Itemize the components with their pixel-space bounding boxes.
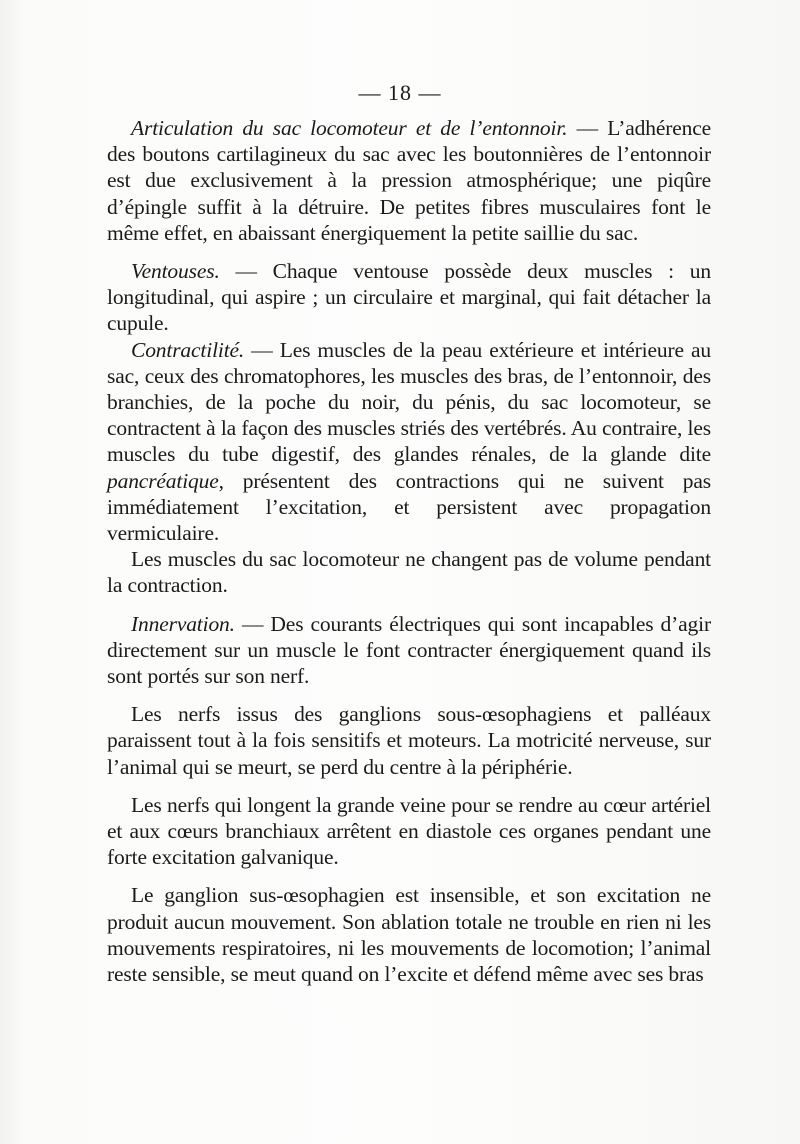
paragraph-sac-locomoteur — [107, 546, 711, 598]
section-heading-contractilite: Contractilité. — [131, 337, 245, 362]
section-heading-articulation: Articulation du sac locomoteur et de l’entonnoir. — [131, 116, 568, 140]
italic-term: pancréatique — [107, 468, 219, 493]
paragraph-text: — Des courants électriques qui sont incapables d’agir directement sur un muscle le font contracter énergiquement quand ils sont portés sur son nerf. — [107, 611, 711, 689]
paragraph-innervation — [107, 611, 711, 690]
paragraph-text: Les muscles du sac locomoteur ne changent pas de volume pendant la contraction. — [107, 547, 711, 598]
paragraph-text: — Chaque ventouse possède deux muscles : un longitudinal, qui aspire ; un circulaire et marginal, qui fait détacher la cupule. — [107, 259, 711, 336]
paragraph-text: Les nerfs qui longent la grande veine pour se rendre au cœur artériel et aux cœurs branchiaux arrêtent en diastole ces organes pendant une forte excitation galvanique. — [107, 792, 711, 870]
paragraph-ventouses — [107, 258, 711, 337]
section-heading-innervation: Innervation. — [131, 611, 235, 636]
paragraph-text: — Les muscles de la peau extérieure et intérieure au sac, ceux des chromatophores, les muscles des bras, de l’entonnoir, des branchies, de la poche du noir, du pénis, du sac locomoteur, se contractent à la façon des muscles striés des vertébrés. Au contraire, les muscles du tube digestif, des glandes rénales, de la glande dite — [107, 337, 711, 467]
paragraph-articulation — [107, 115, 711, 246]
paragraph-nerfs-ganglions — [107, 701, 711, 780]
paragraph-contractilite — [107, 337, 711, 547]
page-body — [107, 115, 711, 987]
paragraph-text: Le ganglion sus-œsophagien est insensible, et son excitation ne produit aucun mouvement. Son ablation totale ne trouble en rien ni les mouvements respiratoires, ni les mouvements de locomotion; l’animal reste sensible, se meut quand on l’excite et défend même avec ses bras — [107, 883, 711, 987]
paragraph-nerfs-veine — [107, 792, 711, 871]
paragraph-text: Les nerfs issus des ganglions sous-œsophagiens et palléaux paraissent tout à la fois sensitifs et moteurs. La motricité nerveuse, sur l’animal qui se meurt, se perd du centre à la périphérie. — [107, 702, 711, 779]
paragraph-text: , présentent des contractions qui ne suivent pas immédiatement l’excitation, et persistent avec propagation vermiculaire. — [107, 468, 711, 546]
page-number: — 18 — — [358, 80, 442, 105]
section-heading-ventouses: Ventouses. — [131, 259, 220, 284]
paragraph-ganglion-sus-oesophagien — [107, 882, 711, 987]
paragraph-text: — L’adhérence des boutons cartilagineux du sac avec les boutonnières de l’entonnoir est due exclusivement à la pression atmosphérique; une piqûre d’épingle suffit à la détruire. De petites fibres musculaires font le même effet, en abaissant énergiquement la petite saillie du sac. — [107, 116, 712, 245]
